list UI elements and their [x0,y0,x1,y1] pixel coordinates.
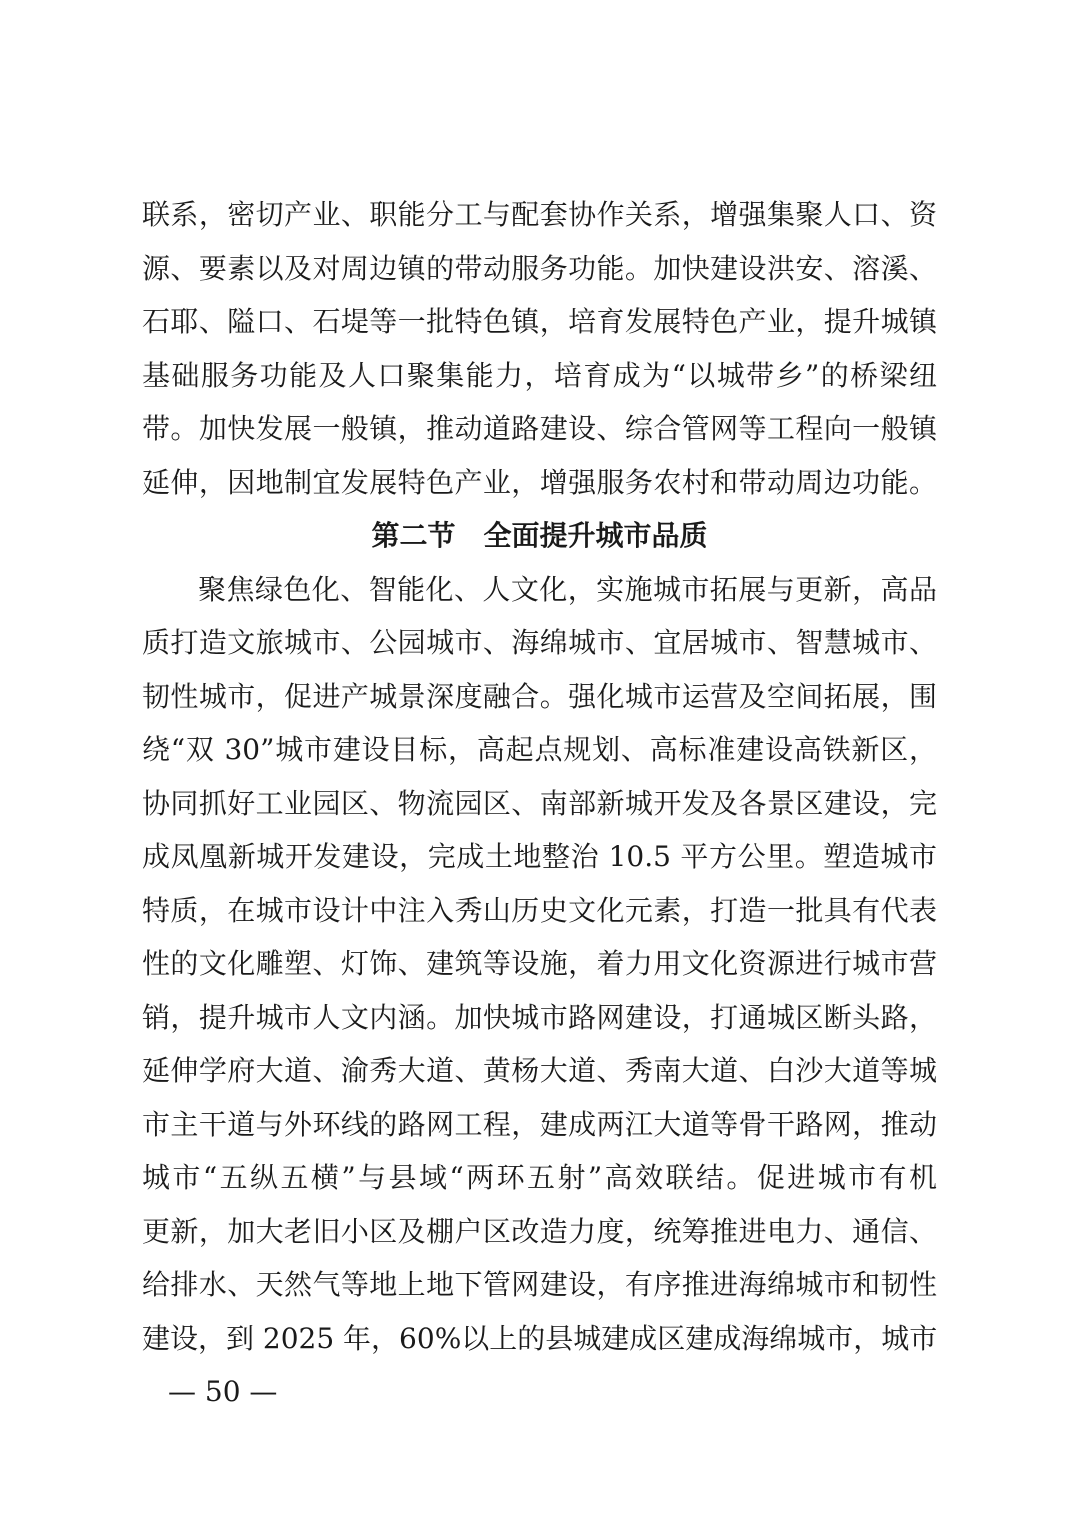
paragraph-1-line-6: 延伸，因地制宜发展特色产业，增强服务农村和带动周边功能。 [142,466,937,499]
paragraph-2-line-5: 协同抓好工业园区、物流园区、南部新城开发及各景区建设，完 [142,787,937,820]
section-heading: 第二节 全面提升城市品质 [371,519,708,552]
paragraph-2-line-9: 销，提升城市人文内涵。加快城市路网建设，打通城区断头路， [142,1001,937,1034]
paragraph-2-line-13: 更新，加大老旧小区及棚户区改造力度，统筹推进电力、通信、 [142,1215,937,1248]
paragraph-1-line-5: 带。加快发展一般镇，推动道路建设、综合管网等工程向一般镇 [142,412,937,445]
paragraph-1-line-4: 基础服务功能及人口聚集能力，培育成为“以城带乡”的桥梁纽 [142,359,937,392]
paragraph-2-line-4: 绕“双 30”城市建设目标，高起点规划、高标准建设高铁新区， [142,733,937,766]
paragraph-2-line-2: 质打造文旅城市、公园城市、海绵城市、宜居城市、智慧城市、 [142,626,937,659]
paragraph-1-line-1: 联系，密切产业、职能分工与配套协作关系，增强集聚人口、资 [142,198,937,231]
paragraph-2-line-8: 性的文化雕塑、灯饰、建筑等设施，着力用文化资源进行城市营 [142,947,937,980]
paragraph-1-line-2: 源、要素以及对周边镇的带动服务功能。加快建设洪安、溶溪、 [142,252,937,285]
paragraph-2-line-7: 特质，在城市设计中注入秀山历史文化元素，打造一批具有代表 [142,894,937,927]
paragraph-2-line-14: 给排水、天然气等地上地下管网建设，有序推进海绵城市和韧性 [142,1268,937,1301]
paragraph-2-line-15: 建设，到 2025 年，60%以上的县城建成区建成海绵城市，城市 [142,1322,937,1355]
paragraph-2-line-11: 市主干道与外环线的路网工程，建成两江大道等骨干路网，推动 [142,1108,937,1141]
paragraph-2-line-12: 城市“五纵五横”与县域“两环五射”高效联结。促进城市有机 [142,1161,937,1194]
page-number: — 50 — [168,1375,278,1408]
paragraph-2-line-1: 聚焦绿色化、智能化、人文化，实施城市拓展与更新，高品 [198,573,937,606]
paragraph-2-line-6: 成凤凰新城开发建设，完成土地整治 10.5 平方公里。塑造城市 [142,840,937,873]
paragraph-2-line-3: 韧性城市，促进产城景深度融合。强化城市运营及空间拓展，围 [142,680,937,713]
paragraph-1-line-3: 石耶、隘口、石堤等一批特色镇，培育发展特色产业，提升城镇 [142,305,937,338]
paragraph-2-line-10: 延伸学府大道、渝秀大道、黄杨大道、秀南大道、白沙大道等城 [142,1054,937,1087]
